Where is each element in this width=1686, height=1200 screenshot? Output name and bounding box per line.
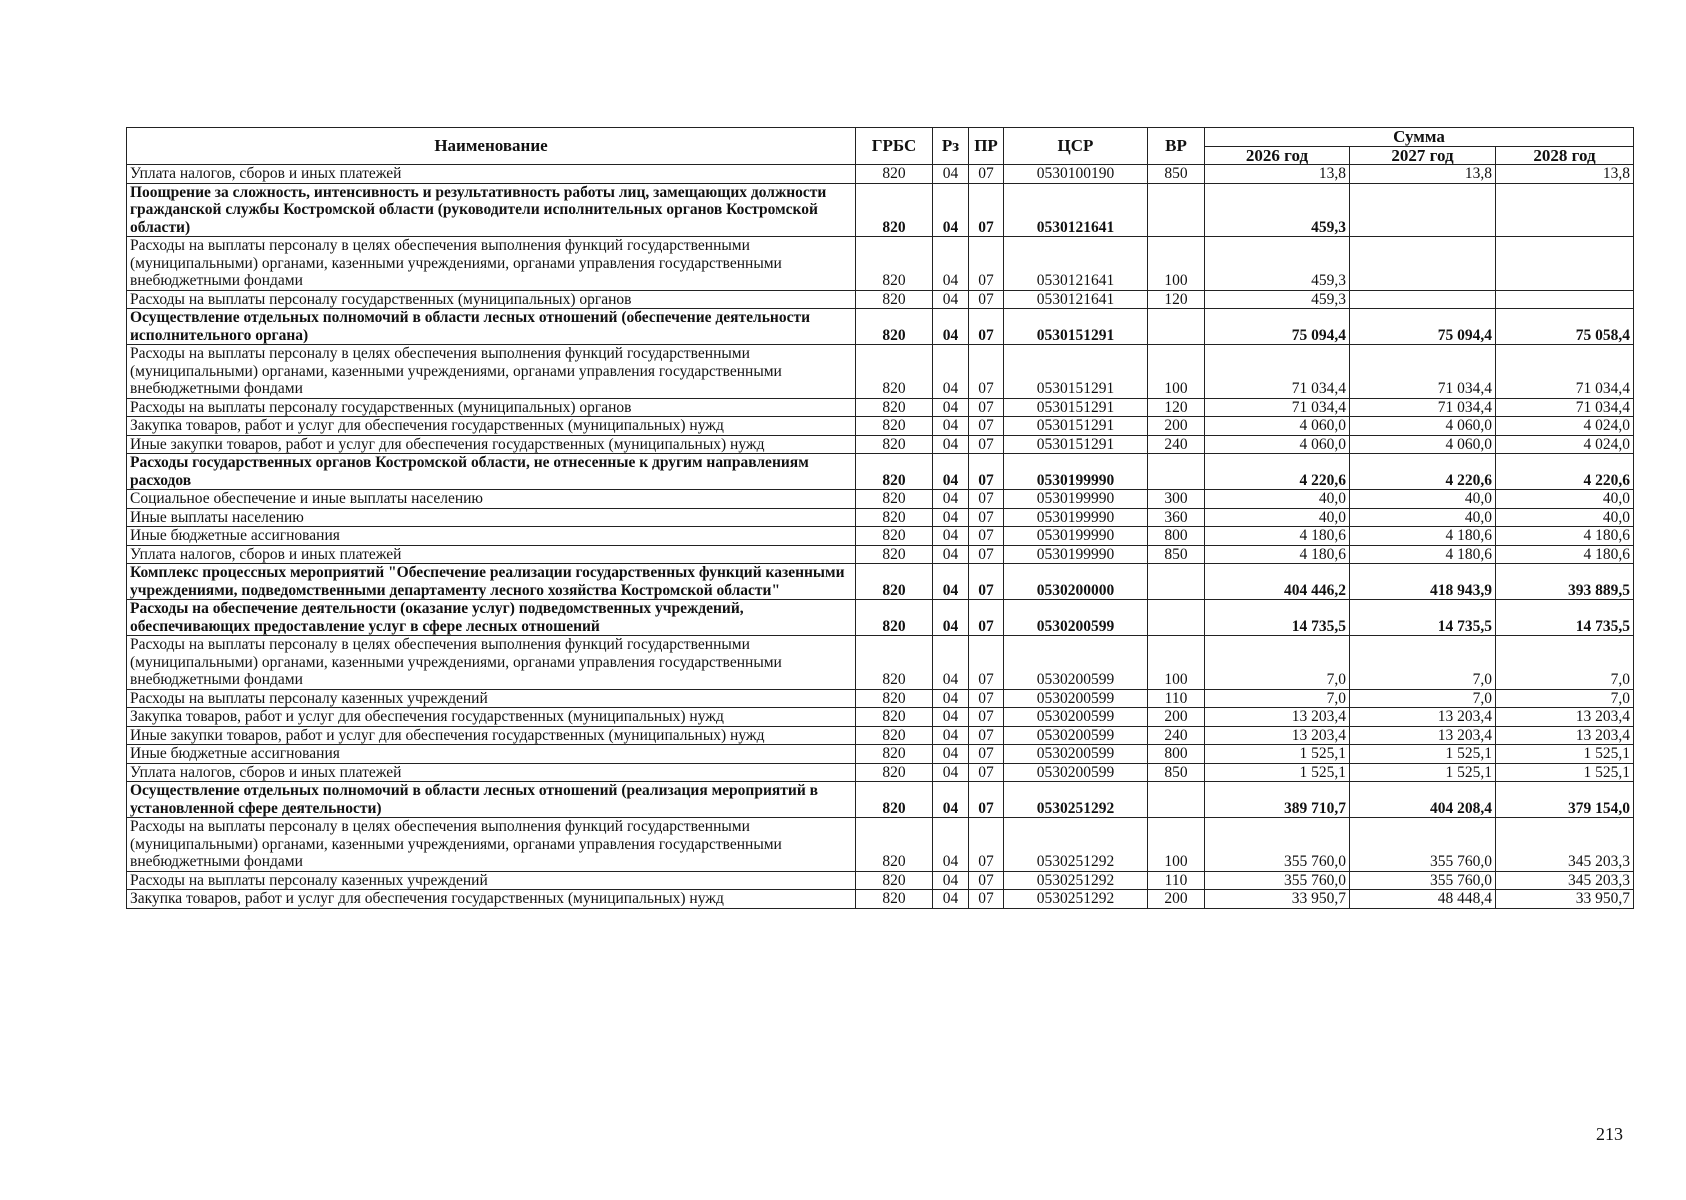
cell-name: Комплекс процессных мероприятий "Обеспечение реализации государственных функций казенными учреждениями, подведомственными департаменту лесного хозяйства Костромской области" [127, 564, 856, 600]
cell-rz: 04 [933, 745, 969, 764]
cell-name: Расходы государственных органов Костромской области, не отнесенные к другим направлениям расходов [127, 454, 856, 490]
table-row [127, 636, 1634, 690]
cell-name: Иные бюджетные ассигнования [127, 527, 856, 546]
cell-pr: 07 [969, 183, 1004, 237]
cell-grbs: 820 [856, 782, 933, 818]
cell-name: Уплата налогов, сборов и иных платежей [127, 545, 856, 564]
cell-pr: 07 [969, 689, 1004, 708]
cell-vr [1148, 454, 1205, 490]
table-row [127, 435, 1634, 454]
cell-2028: 7,0 [1496, 636, 1634, 690]
header-csr: ЦСР [1004, 128, 1148, 165]
cell-vr: 850 [1148, 545, 1205, 564]
header-grbs: ГРБС [856, 128, 933, 165]
cell-pr: 07 [969, 890, 1004, 909]
cell-rz: 04 [933, 490, 969, 509]
cell-rz: 04 [933, 345, 969, 399]
cell-name: Расходы на выплаты персоналу казенных учреждений [127, 871, 856, 890]
cell-vr [1148, 600, 1205, 636]
cell-2027: 13,8 [1350, 165, 1496, 184]
cell-2026: 71 034,4 [1205, 345, 1350, 399]
cell-2026: 71 034,4 [1205, 398, 1350, 417]
cell-grbs: 820 [856, 763, 933, 782]
cell-vr: 800 [1148, 745, 1205, 764]
cell-csr: 0530251292 [1004, 890, 1148, 909]
cell-grbs: 820 [856, 508, 933, 527]
cell-2026: 14 735,5 [1205, 600, 1350, 636]
cell-rz: 04 [933, 726, 969, 745]
cell-name: Закупка товаров, работ и услуг для обеспечения государственных (муниципальных) нужд [127, 890, 856, 909]
cell-csr: 0530199990 [1004, 545, 1148, 564]
cell-2026: 13 203,4 [1205, 708, 1350, 727]
cell-pr: 07 [969, 165, 1004, 184]
cell-2027: 75 094,4 [1350, 309, 1496, 345]
cell-2028: 33 950,7 [1496, 890, 1634, 909]
cell-2026: 40,0 [1205, 508, 1350, 527]
cell-2027: 418 943,9 [1350, 564, 1496, 600]
cell-pr: 07 [969, 490, 1004, 509]
cell-vr [1148, 309, 1205, 345]
cell-2026: 4 180,6 [1205, 527, 1350, 546]
table-row [127, 345, 1634, 399]
cell-vr: 100 [1148, 345, 1205, 399]
cell-csr: 0530151291 [1004, 398, 1148, 417]
cell-2026: 459,3 [1205, 237, 1350, 291]
cell-grbs: 820 [856, 636, 933, 690]
cell-vr: 360 [1148, 508, 1205, 527]
cell-2026: 355 760,0 [1205, 818, 1350, 872]
cell-rz: 04 [933, 545, 969, 564]
cell-name: Уплата налогов, сборов и иных платежей [127, 763, 856, 782]
cell-name: Иные закупки товаров, работ и услуг для обеспечения государственных (муниципальных) нужд [127, 435, 856, 454]
cell-2026: 7,0 [1205, 689, 1350, 708]
table-row [127, 782, 1634, 818]
table-row [127, 890, 1634, 909]
cell-2028 [1496, 183, 1634, 237]
cell-vr: 240 [1148, 435, 1205, 454]
cell-pr: 07 [969, 636, 1004, 690]
cell-rz: 04 [933, 708, 969, 727]
cell-grbs: 820 [856, 890, 933, 909]
cell-vr: 200 [1148, 417, 1205, 436]
table-row [127, 545, 1634, 564]
cell-2026: 4 060,0 [1205, 435, 1350, 454]
cell-rz: 04 [933, 890, 969, 909]
cell-vr: 200 [1148, 708, 1205, 727]
table-row [127, 454, 1634, 490]
cell-grbs: 820 [856, 726, 933, 745]
cell-rz: 04 [933, 818, 969, 872]
cell-vr: 110 [1148, 871, 1205, 890]
cell-name: Закупка товаров, работ и услуг для обеспечения государственных (муниципальных) нужд [127, 417, 856, 436]
cell-csr: 0530199990 [1004, 527, 1148, 546]
cell-grbs: 820 [856, 183, 933, 237]
cell-rz: 04 [933, 290, 969, 309]
cell-csr: 0530199990 [1004, 490, 1148, 509]
cell-2027: 4 220,6 [1350, 454, 1496, 490]
header-pr: ПР [969, 128, 1004, 165]
cell-2026: 4 060,0 [1205, 417, 1350, 436]
table-header [127, 128, 1634, 165]
cell-pr: 07 [969, 763, 1004, 782]
cell-2028: 71 034,4 [1496, 345, 1634, 399]
cell-pr: 07 [969, 818, 1004, 872]
cell-2028: 345 203,3 [1496, 818, 1634, 872]
cell-csr: 0530121641 [1004, 290, 1148, 309]
cell-vr: 850 [1148, 763, 1205, 782]
cell-vr: 110 [1148, 689, 1205, 708]
cell-grbs: 820 [856, 871, 933, 890]
cell-2028: 13 203,4 [1496, 726, 1634, 745]
cell-name: Иные выплаты населению [127, 508, 856, 527]
cell-rz: 04 [933, 763, 969, 782]
cell-2026: 13,8 [1205, 165, 1350, 184]
cell-2028: 4 024,0 [1496, 417, 1634, 436]
cell-name: Иные закупки товаров, работ и услуг для обеспечения государственных (муниципальных) нужд [127, 726, 856, 745]
cell-2026: 13 203,4 [1205, 726, 1350, 745]
cell-grbs: 820 [856, 527, 933, 546]
cell-2027: 13 203,4 [1350, 708, 1496, 727]
cell-pr: 07 [969, 435, 1004, 454]
cell-2027: 1 525,1 [1350, 745, 1496, 764]
cell-name: Расходы на выплаты персоналу в целях обеспечения выполнения функций государственными (муниципальными) органами, казенными учреждениями, органами управления государственными внебюджетными фондами [127, 237, 856, 291]
cell-name: Поощрение за сложность, интенсивность и результативность работы лиц, замещающих должности гражданской службы Костромской области (руководители исполнительных органов Костромской области) [127, 183, 856, 237]
cell-vr: 800 [1148, 527, 1205, 546]
cell-pr: 07 [969, 454, 1004, 490]
cell-vr: 120 [1148, 290, 1205, 309]
table-row [127, 165, 1634, 184]
cell-2027: 40,0 [1350, 490, 1496, 509]
cell-csr: 0530199990 [1004, 454, 1148, 490]
cell-csr: 0530200599 [1004, 689, 1148, 708]
table-row [127, 309, 1634, 345]
table-row [127, 871, 1634, 890]
cell-vr [1148, 782, 1205, 818]
table-row [127, 417, 1634, 436]
cell-pr: 07 [969, 726, 1004, 745]
cell-2027: 1 525,1 [1350, 763, 1496, 782]
cell-grbs: 820 [856, 708, 933, 727]
cell-2027 [1350, 237, 1496, 291]
table-row [127, 490, 1634, 509]
cell-2026: 4 180,6 [1205, 545, 1350, 564]
cell-2027: 7,0 [1350, 636, 1496, 690]
header-vr: ВР [1148, 128, 1205, 165]
cell-rz: 04 [933, 165, 969, 184]
cell-2028: 14 735,5 [1496, 600, 1634, 636]
cell-2027 [1350, 183, 1496, 237]
table-row [127, 745, 1634, 764]
budget-table [126, 127, 1634, 909]
cell-csr: 0530151291 [1004, 309, 1148, 345]
cell-2028: 75 058,4 [1496, 309, 1634, 345]
cell-2028: 40,0 [1496, 508, 1634, 527]
table-row [127, 527, 1634, 546]
cell-name: Расходы на выплаты персоналу в целях обеспечения выполнения функций государственными (муниципальными) органами, казенными учреждениями, органами управления государственными внебюджетными фондами [127, 818, 856, 872]
cell-grbs: 820 [856, 290, 933, 309]
cell-2026: 75 094,4 [1205, 309, 1350, 345]
cell-2027: 7,0 [1350, 689, 1496, 708]
cell-grbs: 820 [856, 454, 933, 490]
cell-pr: 07 [969, 417, 1004, 436]
cell-2028: 393 889,5 [1496, 564, 1634, 600]
cell-2027: 355 760,0 [1350, 871, 1496, 890]
cell-csr: 0530121641 [1004, 237, 1148, 291]
cell-2026: 389 710,7 [1205, 782, 1350, 818]
cell-grbs: 820 [856, 564, 933, 600]
cell-2028: 71 034,4 [1496, 398, 1634, 417]
cell-rz: 04 [933, 417, 969, 436]
cell-pr: 07 [969, 290, 1004, 309]
cell-2026: 404 446,2 [1205, 564, 1350, 600]
cell-pr: 07 [969, 871, 1004, 890]
cell-2026: 40,0 [1205, 490, 1350, 509]
cell-2028: 345 203,3 [1496, 871, 1634, 890]
cell-name: Социальное обеспечение и иные выплаты населению [127, 490, 856, 509]
cell-grbs: 820 [856, 345, 933, 399]
cell-2027: 4 180,6 [1350, 545, 1496, 564]
cell-csr: 0530199990 [1004, 508, 1148, 527]
cell-vr: 200 [1148, 890, 1205, 909]
cell-2028: 1 525,1 [1496, 745, 1634, 764]
table-row [127, 689, 1634, 708]
cell-2026: 1 525,1 [1205, 745, 1350, 764]
cell-rz: 04 [933, 636, 969, 690]
cell-grbs: 820 [856, 745, 933, 764]
cell-csr: 0530100190 [1004, 165, 1148, 184]
cell-2028: 13,8 [1496, 165, 1634, 184]
cell-pr: 07 [969, 708, 1004, 727]
cell-csr: 0530151291 [1004, 417, 1148, 436]
cell-pr: 07 [969, 508, 1004, 527]
cell-vr: 850 [1148, 165, 1205, 184]
header-year-2026: 2026 год [1205, 146, 1350, 165]
page-number: 213 [1596, 1124, 1623, 1144]
cell-2028 [1496, 290, 1634, 309]
cell-grbs: 820 [856, 545, 933, 564]
cell-2027: 48 448,4 [1350, 890, 1496, 909]
cell-2027: 71 034,4 [1350, 398, 1496, 417]
cell-2026: 1 525,1 [1205, 763, 1350, 782]
cell-rz: 04 [933, 527, 969, 546]
cell-pr: 07 [969, 309, 1004, 345]
cell-rz: 04 [933, 508, 969, 527]
cell-rz: 04 [933, 183, 969, 237]
cell-rz: 04 [933, 782, 969, 818]
table-body [127, 165, 1634, 909]
cell-csr: 0530200599 [1004, 726, 1148, 745]
table-row [127, 708, 1634, 727]
cell-2028: 4 220,6 [1496, 454, 1634, 490]
cell-grbs: 820 [856, 689, 933, 708]
cell-name: Расходы на выплаты персоналу государственных (муниципальных) органов [127, 290, 856, 309]
cell-rz: 04 [933, 564, 969, 600]
cell-pr: 07 [969, 527, 1004, 546]
cell-2028 [1496, 237, 1634, 291]
cell-2028: 13 203,4 [1496, 708, 1634, 727]
cell-2027: 14 735,5 [1350, 600, 1496, 636]
cell-csr: 0530151291 [1004, 435, 1148, 454]
cell-csr: 0530151291 [1004, 345, 1148, 399]
cell-rz: 04 [933, 309, 969, 345]
cell-2028: 1 525,1 [1496, 763, 1634, 782]
cell-csr: 0530200000 [1004, 564, 1148, 600]
cell-csr: 0530121641 [1004, 183, 1148, 237]
cell-2027: 404 208,4 [1350, 782, 1496, 818]
cell-vr: 300 [1148, 490, 1205, 509]
cell-name: Расходы на выплаты персоналу в целях обеспечения выполнения функций государственными (муниципальными) органами, казенными учреждениями, органами управления государственными внебюджетными фондами [127, 345, 856, 399]
cell-2027: 4 060,0 [1350, 435, 1496, 454]
cell-name: Расходы на выплаты персоналу государственных (муниципальных) органов [127, 398, 856, 417]
header-rz: Рз [933, 128, 969, 165]
cell-pr: 07 [969, 600, 1004, 636]
table-row [127, 183, 1634, 237]
cell-pr: 07 [969, 745, 1004, 764]
table-row [127, 818, 1634, 872]
cell-name: Расходы на выплаты персоналу казенных учреждений [127, 689, 856, 708]
cell-pr: 07 [969, 398, 1004, 417]
header-year-2028: 2028 год [1496, 146, 1634, 165]
cell-2028: 4 024,0 [1496, 435, 1634, 454]
cell-2027 [1350, 290, 1496, 309]
cell-2026: 459,3 [1205, 183, 1350, 237]
cell-name: Иные бюджетные ассигнования [127, 745, 856, 764]
cell-2027: 4 060,0 [1350, 417, 1496, 436]
cell-name: Уплата налогов, сборов и иных платежей [127, 165, 856, 184]
cell-rz: 04 [933, 435, 969, 454]
cell-2028: 379 154,0 [1496, 782, 1634, 818]
cell-csr: 0530251292 [1004, 818, 1148, 872]
header-name: Наименование [127, 128, 856, 165]
cell-2027: 355 760,0 [1350, 818, 1496, 872]
cell-2027: 13 203,4 [1350, 726, 1496, 745]
header-sum: Сумма [1205, 128, 1634, 147]
cell-vr [1148, 183, 1205, 237]
cell-vr [1148, 564, 1205, 600]
cell-pr: 07 [969, 782, 1004, 818]
cell-grbs: 820 [856, 165, 933, 184]
cell-rz: 04 [933, 600, 969, 636]
cell-2027: 40,0 [1350, 508, 1496, 527]
cell-vr: 100 [1148, 818, 1205, 872]
cell-grbs: 820 [856, 398, 933, 417]
table-row [127, 398, 1634, 417]
table-row [127, 600, 1634, 636]
cell-name: Осуществление отдельных полномочий в области лесных отношений (реализация мероприятий в установленной сфере деятельности) [127, 782, 856, 818]
cell-2028: 7,0 [1496, 689, 1634, 708]
cell-2026: 33 950,7 [1205, 890, 1350, 909]
cell-csr: 0530200599 [1004, 636, 1148, 690]
cell-2028: 40,0 [1496, 490, 1634, 509]
cell-2027: 4 180,6 [1350, 527, 1496, 546]
cell-grbs: 820 [856, 435, 933, 454]
cell-name: Осуществление отдельных полномочий в области лесных отношений (обеспечение деятельности исполнительного органа) [127, 309, 856, 345]
cell-csr: 0530200599 [1004, 708, 1148, 727]
cell-csr: 0530200599 [1004, 600, 1148, 636]
cell-rz: 04 [933, 237, 969, 291]
cell-csr: 0530251292 [1004, 782, 1148, 818]
table-row [127, 237, 1634, 291]
table-row [127, 763, 1634, 782]
cell-2026: 459,3 [1205, 290, 1350, 309]
cell-rz: 04 [933, 398, 969, 417]
cell-grbs: 820 [856, 490, 933, 509]
cell-2028: 4 180,6 [1496, 545, 1634, 564]
header-year-2027: 2027 год [1350, 146, 1496, 165]
cell-csr: 0530200599 [1004, 763, 1148, 782]
cell-pr: 07 [969, 237, 1004, 291]
cell-pr: 07 [969, 545, 1004, 564]
cell-grbs: 820 [856, 309, 933, 345]
cell-name: Расходы на обеспечение деятельности (оказание услуг) подведомственных учреждений, обеспечивающих предоставление услуг в сфере лесных отношений [127, 600, 856, 636]
cell-rz: 04 [933, 871, 969, 890]
table-row [127, 726, 1634, 745]
cell-2027: 71 034,4 [1350, 345, 1496, 399]
cell-vr: 240 [1148, 726, 1205, 745]
cell-csr: 0530251292 [1004, 871, 1148, 890]
cell-grbs: 820 [856, 818, 933, 872]
cell-2026: 7,0 [1205, 636, 1350, 690]
cell-vr: 100 [1148, 636, 1205, 690]
table-row [127, 290, 1634, 309]
cell-name: Закупка товаров, работ и услуг для обеспечения государственных (муниципальных) нужд [127, 708, 856, 727]
cell-rz: 04 [933, 454, 969, 490]
cell-rz: 04 [933, 689, 969, 708]
cell-2026: 355 760,0 [1205, 871, 1350, 890]
table-row [127, 564, 1634, 600]
cell-name: Расходы на выплаты персоналу в целях обеспечения выполнения функций государственными (муниципальными) органами, казенными учреждениями, органами управления государственными внебюджетными фондами [127, 636, 856, 690]
cell-2026: 4 220,6 [1205, 454, 1350, 490]
cell-csr: 0530200599 [1004, 745, 1148, 764]
cell-vr: 100 [1148, 237, 1205, 291]
table-row [127, 508, 1634, 527]
cell-2028: 4 180,6 [1496, 527, 1634, 546]
cell-pr: 07 [969, 345, 1004, 399]
cell-grbs: 820 [856, 237, 933, 291]
cell-grbs: 820 [856, 600, 933, 636]
cell-grbs: 820 [856, 417, 933, 436]
cell-vr: 120 [1148, 398, 1205, 417]
cell-pr: 07 [969, 564, 1004, 600]
